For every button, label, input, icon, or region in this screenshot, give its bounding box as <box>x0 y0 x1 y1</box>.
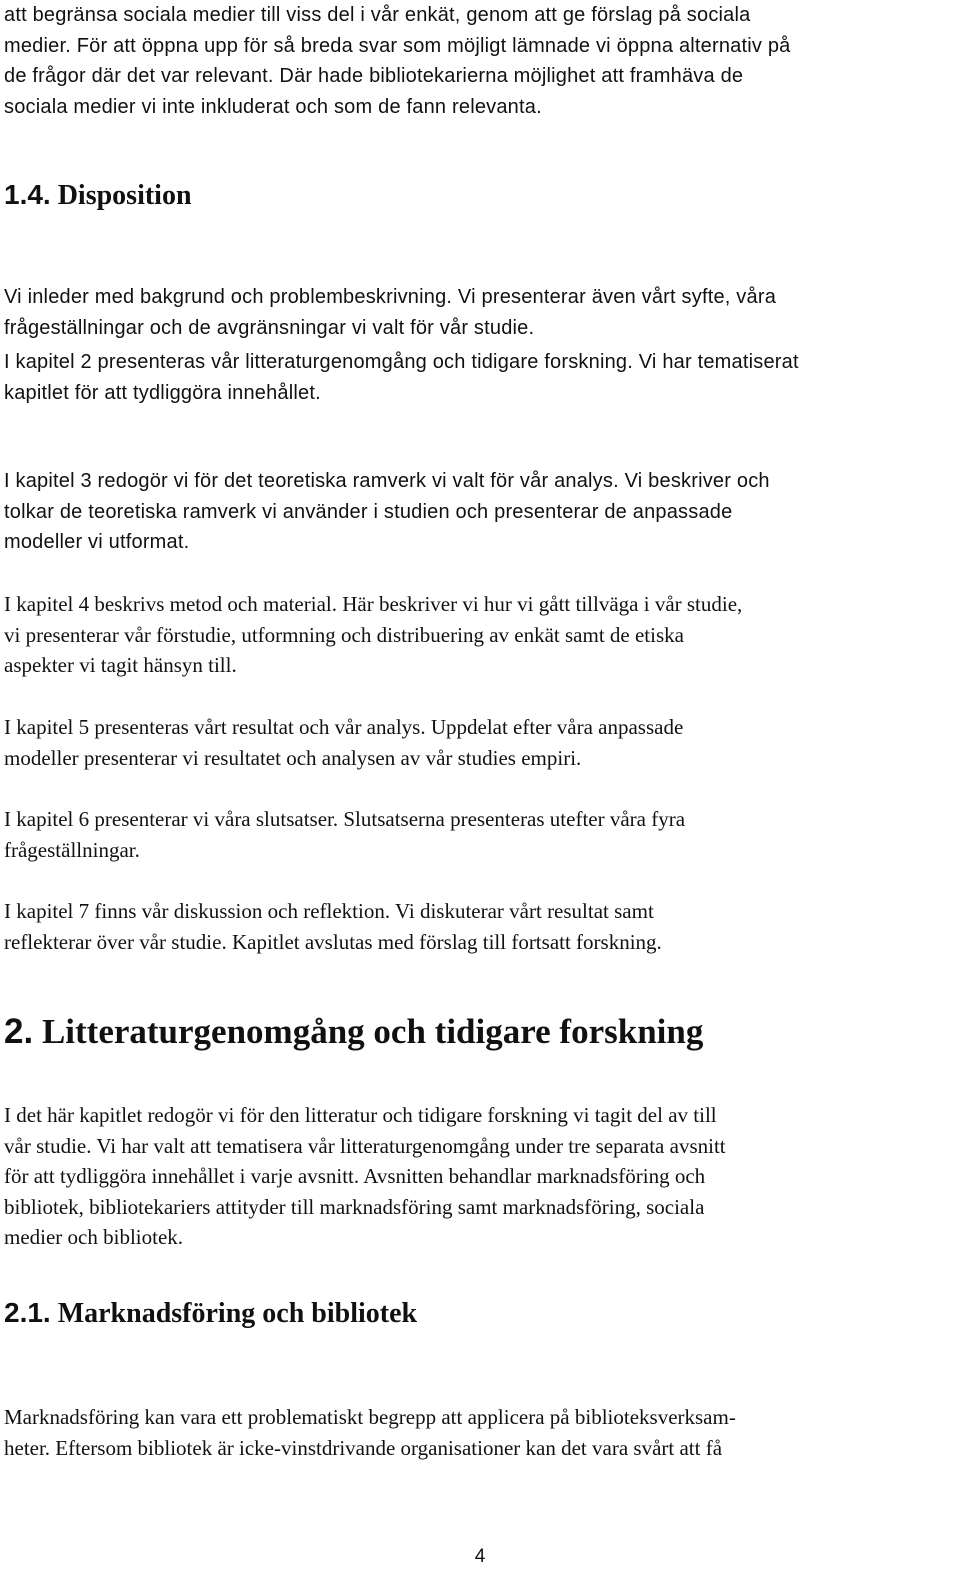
paragraph-line: I kapitel 3 redogör vi för det teoretiska ramverk vi valt för vår analys. Vi beskriver och <box>4 470 770 492</box>
intro-line-1: att begränsa sociala medier till viss del i vår enkät, genom att ge förslag på sociala <box>4 4 751 26</box>
intro-paragraph <box>4 0 954 122</box>
paragraph-line: aspekter vi tagit hänsyn till. <box>4 653 237 677</box>
paragraph-line: modeller presenterar vi resultatet och analysen av vår studies empiri. <box>4 745 582 770</box>
paragraph-line: bibliotek, bibliotekariers attityder till marknadsföring samt marknadsföring, sociala <box>4 1194 705 1219</box>
section-heading-1-4 <box>4 178 192 213</box>
paragraph-line: medier och bibliotek. <box>4 1225 184 1249</box>
disposition-paragraph-7 <box>4 896 954 957</box>
paragraph-line: reflekterar över vår studie. Kapitlet avslutas med förslag till fortsatt forskning. <box>4 929 662 954</box>
paragraph-line: I kapitel 4 beskrivs metod och material. Här beskriver vi hur vi gått tillväga i vår studie, <box>4 592 743 616</box>
paragraph-line: I kapitel 5 presenteras vårt resultat och vår analys. Uppdelat efter våra anpassade <box>4 715 684 739</box>
section-title: Marknadsföring och bibliotek <box>57 1298 418 1329</box>
paragraph-line: heter. Eftersom bibliotek är icke-vinstdrivande organisationer kan det vara svårt att få <box>4 1435 723 1460</box>
section-number: 2.1. <box>4 1297 51 1328</box>
paragraph-line: vi presenterar vår förstudie, utformning och distribuering av enkät samt de etiska <box>4 622 684 647</box>
disposition-paragraph-3 <box>4 466 954 558</box>
paragraph-line: I kapitel 6 presenterar vi våra slutsatser. Slutsatserna presenteras utefter våra fyra <box>4 807 686 831</box>
disposition-paragraph-6 <box>4 804 954 865</box>
disposition-paragraph-4 <box>4 589 954 681</box>
section-title: Disposition <box>57 180 192 211</box>
disposition-paragraph-2 <box>4 347 954 408</box>
paragraph-line: I kapitel 7 finns vår diskussion och reflektion. Vi diskuterar vårt resultat samt <box>4 899 654 923</box>
chapter-heading-2 <box>4 1012 703 1052</box>
intro-line-4: sociala medier vi inte inkluderat och som de fann relevanta. <box>4 95 542 118</box>
paragraph-line: frågeställningar. <box>4 837 140 862</box>
paragraph-line: I det här kapitlet redogör vi för den litteratur och tidigare forskning vi tagit del av till <box>4 1103 717 1127</box>
disposition-paragraph-1 <box>4 282 954 343</box>
paragraph-line: för att tydliggöra innehållet i varje avsnitt. Avsnitten behandlar marknadsföring och <box>4 1164 706 1188</box>
page-number: 4 <box>474 1546 486 1567</box>
paragraph-line: Marknadsföring kan vara ett problematiskt begrepp att applicera på biblioteksverksam- <box>4 1405 736 1429</box>
chapter-title: Litteraturgenomgång och tidigare forskning <box>41 1012 704 1051</box>
paragraph-line: frågeställningar och de avgränsningar vi valt för vår studie. <box>4 316 535 339</box>
section-2-1-paragraph <box>4 1402 954 1463</box>
paragraph-line: vår studie. Vi har valt att tematisera vår litteraturgenomgång under tre separata avsnitt <box>4 1133 726 1158</box>
intro-line-3: de frågor där det var relevant. Där hade bibliotekarierna möjlighet att framhäva de <box>4 65 744 87</box>
section-number: 1.4. <box>4 179 51 210</box>
paragraph-line: tolkar de teoretiska ramverk vi använder i studien och presenterar de anpassade <box>4 500 733 523</box>
chapter-2-paragraph <box>4 1100 954 1253</box>
intro-line-2: medier. För att öppna upp för så breda svar som möjligt lämnade vi öppna alternativ på <box>4 34 791 57</box>
paragraph-line: modeller vi utformat. <box>4 531 190 553</box>
disposition-paragraph-5 <box>4 712 954 773</box>
paragraph-line: I kapitel 2 presenteras vår litteraturgenomgång och tidigare forskning. Vi har tematiserat <box>4 351 799 373</box>
chapter-number: 2. <box>4 1012 34 1051</box>
paragraph-line: kapitlet för att tydliggöra innehållet. <box>4 381 321 404</box>
section-heading-2-1 <box>4 1296 417 1331</box>
paragraph-line: Vi inleder med bakgrund och problembeskrivning. Vi presenterar även vårt syfte, våra <box>4 286 777 308</box>
